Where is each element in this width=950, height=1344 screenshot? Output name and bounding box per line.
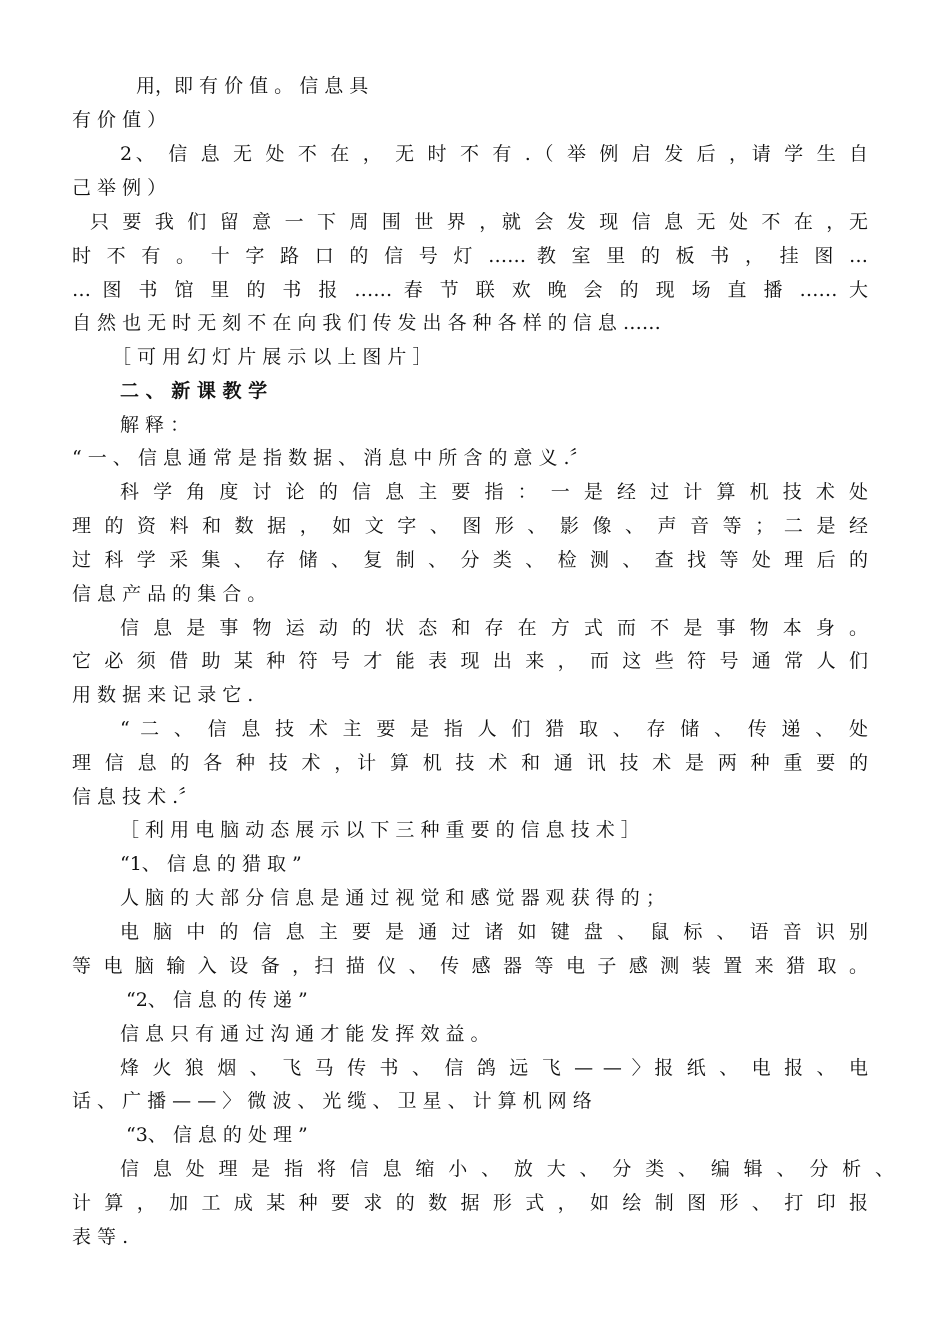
text-line: 电 脑 中 的 信 息 主 要 是 通 过 诸 如 键 盘 、 鼠 标 、 语 音 识 别 [120,921,868,943]
text-line: 解 释 ： [120,414,190,436]
text-line: … 图 书 馆 里 的 书 报 …… 春 节 联 欢 晚 会 的 现 场 直 播 …… 大 [72,279,868,301]
text-line: 只 要 我 们 留 意 一 下 周 围 世 界 ，就 会 发 现 信 息 无 处 不 在 ，无 [90,211,868,233]
text-line: 信 息 处 理 是 指 将 信 息 缩 小 、 放 大 、 分 类 、 编 辑 、 分 析 、 [120,1158,894,1180]
text-line: 人 脑 的 大 部 分 信 息 是 通 过 视 觉 和 感 觉 器 观 获 得 的 ； [120,887,665,909]
text-line: 时 不 有 。 十 字 路 口 的 信 号 灯 …… 教 室 里 的 板 书 ， 挂 图 … [72,245,868,267]
text-line: 二 、 新 课 教 学 [120,380,268,402]
text-line: “2、 信 息 的 传 递 ” [126,989,308,1011]
text-line: “3、 信 息 的 处 理 ” [126,1124,308,1146]
text-line: ［ 可 用 幻 灯 片 展 示 以 上 图 片 ］ [112,346,432,368]
text-line: 信 息 只 有 通 过 沟 通 才 能 发 挥 效 益 。 [120,1023,490,1045]
text-line: “ 一 、 信 息 通 常 是 指 数 据 、 消 息 中 所 含 的 意 义 .〞 [72,447,589,469]
text-line: 理 的 资 料 和 数 据 ， 如 文 字 、 图 形 、 影 像 、 声 音 等 ； 二 是 经 [72,515,868,537]
text-line: 信 息 是 事 物 运 动 的 状 态 和 存 在 方 式 而 不 是 事 物 本 身 。 [120,617,868,639]
text-line: 科 学 角 度 讨 论 的 信 息 主 要 指 ： 一 是 经 过 计 算 机 技 术 处 [120,481,868,503]
text-line: 过 科 学 采 集 、 存 储 、 复 制 、 分 类 、 检 测 、 查 找 等 处 理 后 的 [72,549,868,571]
text-line: 信 息 技 术 .〞 [72,786,198,808]
text-line: 用 数 据 来 记 录 它 . [72,684,254,706]
text-line: 信 息 产 品 的 集 合 。 [72,583,267,605]
text-line: 烽 火 狼 烟 、 飞 马 传 书 、 信 鸽 远 飞 — — 〉报 纸 、 电 报 、 电 [120,1057,868,1079]
text-line: ［ 利 用 电 脑 动 态 展 示 以 下 三 种 重 要 的 信 息 技 术 ］ [120,819,640,841]
text-line: 它 必 须 借 助 某 种 符 号 才 能 表 现 出 来 ， 而 这 些 符 号 通 常 人 们 [72,650,868,672]
text-line: 话 、 广 播 — — 〉 微 波 、 光 缆 、 卫 星 、 计 算 机 网 络 [72,1090,592,1112]
text-line: “1、 信 息 的 猎 取 ” [120,853,302,875]
text-line: 用，即 有 价 值 。 信 息 具 [136,75,369,97]
text-line: 计 算 ， 加 工 成 某 种 要 求 的 数 据 形 式 ， 如 绘 制 图 形 、 打 印 报 [72,1192,868,1214]
text-line: 有 价 值 ） [72,109,167,131]
text-line: “ 二 、 信 息 技 术 主 要 是 指 人 们 猎 取 、 存 储 、 传 递 、 处 [120,718,868,740]
text-line: 自 然 也 无 时 无 刻 不 在 向 我 们 传 发 出 各 种 各 样 的 信 息 …… [72,312,661,334]
text-line: 己 举 例 ） [72,177,167,199]
text-line: 等 电 脑 输 入 设 备 ，扫 描 仪 、 传 感 器 等 电 子 感 测 装 置 来 猎 取 。 [72,955,868,977]
text-line: 理 信 息 的 各 种 技 术 ，计 算 机 技 术 和 通 讯 技 术 是 两 种 重 要 的 [72,752,868,774]
text-line: 2、 信 息 无 处 不 在 ， 无 时 不 有 .（ 举 例 启 发 后 ，请 学 生 自 [120,143,868,165]
text-line: 表 等 . [72,1226,129,1248]
